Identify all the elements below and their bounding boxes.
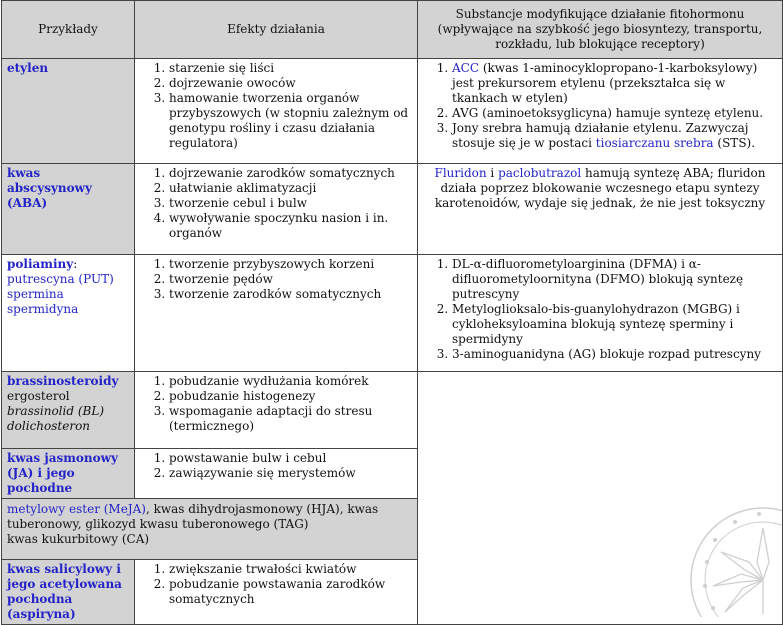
list-item: 3. 3-aminoguanidyna (AG) blokuje rozpad putrescyny xyxy=(452,347,777,362)
row-poliaminy xyxy=(2,255,783,372)
header-effects: Efekty działania xyxy=(135,1,418,59)
poliaminy-link[interactable]: poliaminy xyxy=(7,257,74,271)
brassino-cell: brassinosteroidy ergosterol brassinolid (BL) dolichosteron xyxy=(2,372,135,449)
list-item: 2. pobudzanie powstawania zarodków somatycznych xyxy=(169,577,412,607)
row-etylen xyxy=(2,59,783,164)
row-aba xyxy=(2,164,783,255)
poliaminy-effects xyxy=(135,255,418,372)
header-examples: Przykłady xyxy=(2,1,135,59)
list-item: 1. dojrzewanie zarodków somatycznych xyxy=(169,166,412,181)
list-item: 3. Jony srebra hamują działanie etylenu. Zazwyczaj stosuje się je w postaci tiosiarczanu srebra (STS). xyxy=(452,121,777,151)
spermina-link[interactable]: spermina xyxy=(7,287,64,301)
jasmonowy-link[interactable]: kwas jasmonowy (JA) i jego pochodne xyxy=(7,451,118,495)
etylen-cell xyxy=(2,59,135,164)
salicyl-cell xyxy=(2,560,135,625)
list-item: 3. tworzenie cebul i bulw xyxy=(169,196,412,211)
list-item: 2. dojrzewanie owoców xyxy=(169,76,412,91)
sts-link[interactable]: tiosiarczanu srebra xyxy=(595,136,714,150)
list-item: 1. ACC (kwas 1-aminocyklopropano-1-karboksylowy) jest prekursorem etylenu (przekształca się w tkankach w etylen) xyxy=(452,61,777,106)
list-item: 2. zawiązywanie się merystemów xyxy=(169,466,412,481)
jasmon-cell xyxy=(2,449,135,499)
header-row xyxy=(2,1,783,59)
poliaminy-cell: poliaminy: putrescyna (PUT) spermina spermidyna xyxy=(2,255,135,372)
putrescyna-link[interactable]: putrescyna (PUT) xyxy=(7,272,114,286)
list-item: 1. zwiększanie trwałości kwiatów xyxy=(169,562,412,577)
meja-link[interactable]: metylowy ester (MeJA) xyxy=(7,502,146,516)
aba-link[interactable]: kwas abscysynowy (ABA) xyxy=(7,166,92,210)
list-item: 2. pobudzanie histogenezy xyxy=(169,389,412,404)
aba-effects xyxy=(135,164,418,255)
list-item: 3. hamowanie tworzenia organów przybyszowych (w stopniu zależnym od genotypu rośliny i czasu działania regulatora) xyxy=(169,91,412,151)
row-brassinosteroidy xyxy=(2,372,783,449)
poliaminy-substances xyxy=(418,255,783,372)
list-item: 1. tworzenie przybyszowych korzeni xyxy=(169,257,412,272)
row-salicylowy xyxy=(2,560,783,625)
phytohormone-table xyxy=(1,0,783,625)
fluridon-link[interactable]: Fluridon xyxy=(434,166,487,180)
list-item: 3. wspomaganie adaptacji do stresu (termicznego) xyxy=(169,404,412,434)
acc-link[interactable]: ACC xyxy=(452,61,480,75)
brassinosteroidy-link[interactable]: brassinosteroidy xyxy=(7,374,119,388)
list-item: 1. pobudzanie wydłużania komórek xyxy=(169,374,412,389)
etylen-link[interactable]: etylen xyxy=(7,61,49,75)
salicyl-effects xyxy=(135,560,418,625)
paclobutrazol-link[interactable]: paclobutrazol xyxy=(498,166,582,180)
header-substances: Substancje modyfikujące działanie fitohormonu (wpływające na szybkość jego biosyntezy, transportu, rozkładu, lub blokujące receptory) xyxy=(418,1,783,59)
jasmon-derivatives-cell: metylowy ester (MeJA), kwas dihydrojasmonowy (HJA), kwas tuberonowy, glikozyd kwasu tuberonowego (TAG) kwas kukurbitowy (CA) xyxy=(2,499,418,560)
cannabis-leaf-seal-icon xyxy=(683,500,783,617)
list-item: 1. powstawanie bulw i cebul xyxy=(169,451,412,466)
list-item: 2. tworzenie pędów xyxy=(169,272,412,287)
list-item: 1. starzenie się liści xyxy=(169,61,412,76)
spermidyna-link[interactable]: spermidyna xyxy=(7,302,79,316)
etylen-effects xyxy=(135,59,418,164)
list-item: 4. wywoływanie spoczynku nasion i in. organów xyxy=(169,211,412,241)
etylen-substances xyxy=(418,59,783,164)
list-item: 2. AVG (aminoetoksyglicyna) hamuje syntezę etylenu. xyxy=(452,106,777,121)
list-item: 3. tworzenie zarodków somatycznych xyxy=(169,287,412,302)
aba-substances: Fluridon i paclobutrazol hamują syntezę ABA; fluridon działa poprzez blokowanie wczesnego etapu syntezy karotenoidów, wydaje się jednak, że nie jest toksyczny xyxy=(418,164,783,255)
aba-cell xyxy=(2,164,135,255)
list-item: 2. Metyloglioksalo-bis-guanylohydrazon (MGBG) i cykloheksyloamina blokują syntezę sperminy i spermidyny xyxy=(452,302,777,347)
salicylowy-link[interactable]: kwas salicylowy i jego acetylowana pochodna (aspiryna) xyxy=(7,562,122,621)
jasmon-effects xyxy=(135,449,418,499)
list-item: 1. DL-α-difluorometyloarginina (DFMA) i α-difluorometyloornityna (DFMO) blokują syntezę putrescyny xyxy=(452,257,777,302)
list-item: 2. ułatwianie aklimatyzacji xyxy=(169,181,412,196)
brassino-effects xyxy=(135,372,418,449)
